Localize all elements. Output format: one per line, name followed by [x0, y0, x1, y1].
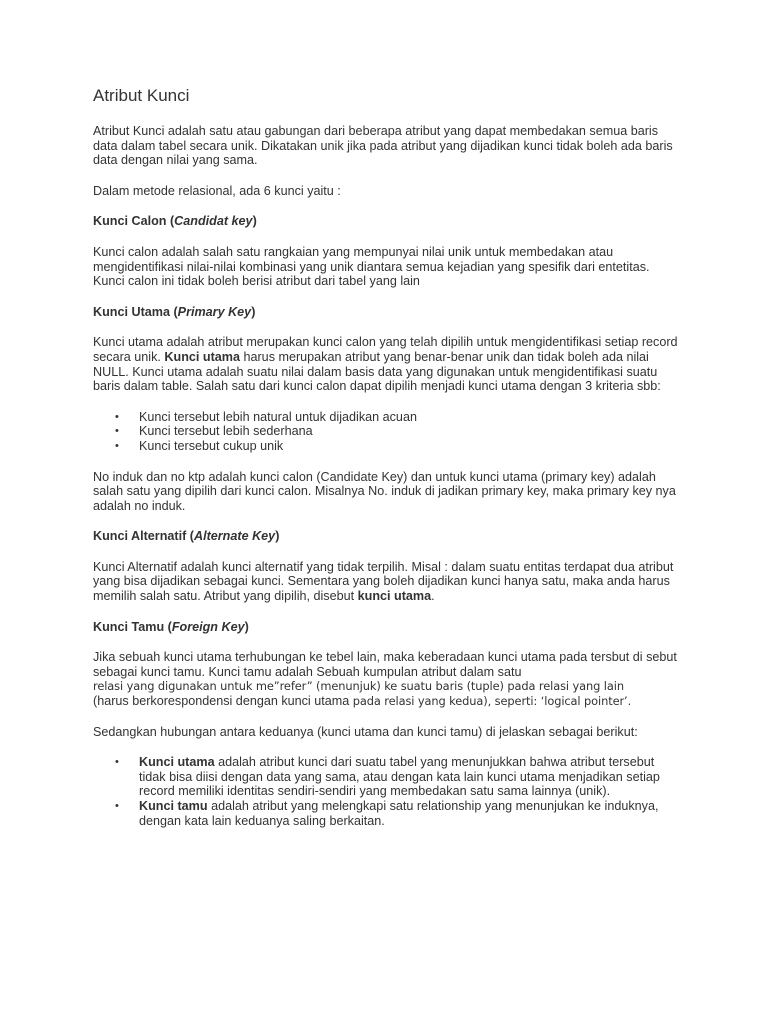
intro-paragraph: Atribut Kunci adalah satu atau gabungan dari beberapa atribut yang dapat membedakan semua baris data dalam tabel secara unik. Dikatakan unik jika pada atribut yang dijadikan kunci tidak boleh ada baris data dengan nilai yang sama. [93, 124, 673, 168]
bullet-icon: • [115, 410, 119, 423]
text-run: harus merupakan atribut yang benar-benar unik dan tidak boleh ada nilai NULL. Kunci utama adalah suatu nilai dalam basis data yang digunakan untuk mengidentifikasi suatu baris dalam table. Salah satu dari kunci calon dapat dipilih menjadi kunci utama dengan 3 kriteria sbb: [93, 349, 661, 394]
bold-term: Kunci utama [139, 755, 215, 770]
heading-term: Foreign Key [171, 619, 245, 634]
text-run: Kunci Alternatif adalah kunci alternatif yang tidak terpilih. Misal : dalam suatu entitas terdapat dua atribut yang bisa dijadikan sebagai kunci. Sementara yang boleh dijadikan kunci hanya satu, maka anda harus memilih salah satu. Atribut yang dipilih, disebut [93, 559, 674, 604]
paragraph-kunci-calon: Kunci calon adalah salah satu rangkaian yang mempunyai nilai unik untuk membedakan atau mengidentifikasi nilai-nilai kombinasi yang unik diantara semua kejadian yang spesifik dari entetitas. Kunci calon ini tidak boleh berisi atribut dari tabel yang lain [93, 244, 650, 289]
criteria-list [93, 410, 678, 454]
heading-term: Alternate Key [193, 529, 276, 544]
paragraph-kunci-utama [93, 335, 678, 393]
bold-term: kunci utama [357, 589, 432, 604]
heading-suffix: ) [252, 214, 257, 229]
list-item-text: adalah atribut kunci dari suatu tabel yang menunjukkan bahwa atribut tersebut tidak bisa diisi dengan data yang sama, atau dengan kata lain kunci utama menjadikan setiap record memiliki identitas sendiri-sendiri yang membedakan satu sama lainnya (unik). [139, 755, 660, 799]
list-item [93, 424, 678, 439]
heading-term: Candidat key [174, 214, 253, 229]
text-run-relasi: pada relasi yang kedua), seperti: ‘logical pointer’. [352, 694, 632, 709]
bullet-icon: • [115, 756, 119, 769]
heading-prefix: Kunci Utama ( [93, 304, 178, 319]
heading-prefix: Kunci Tamu ( [93, 619, 172, 634]
text-run: . [431, 589, 435, 604]
bold-term: Kunci utama [164, 349, 240, 364]
text-run: Jika sebuah kunci utama terhubungan ke tebel lain, maka keberadaan kunci utama pada tersbut di sebut sebagai kunci tamu. Kunci tamu adalah Sebuah kumpulan atribut dalam satu [93, 650, 677, 679]
list-item-text: Kunci tersebut lebih sederhana [139, 424, 313, 439]
page-title: Atribut Kunci [93, 86, 190, 105]
heading-suffix: ) [251, 304, 256, 319]
heading-prefix: Kunci Alternatif ( [93, 529, 194, 544]
bold-term: Kunci tamu [139, 799, 208, 813]
relation-list [93, 755, 678, 828]
list-item-text: adalah atribut yang melengkapi satu relationship yang menunjukan ke induknya, dengan kata lain keduanya saling berkaitan. [139, 799, 659, 828]
heading-kunci-calon [93, 214, 678, 229]
list-item-text: Kunci tersebut lebih natural untuk dijadikan acuan [139, 409, 417, 424]
list-item-text: Kunci tersebut cukup unik [139, 438, 284, 453]
bullet-icon: • [115, 425, 119, 438]
heading-kunci-utama [93, 305, 678, 320]
list-item [93, 410, 678, 425]
key-count-line: Dalam metode relasional, ada 6 kunci yaitu : [93, 183, 341, 198]
heading-kunci-alternatif [93, 529, 678, 544]
list-item [93, 799, 678, 828]
paragraph-kunci-tamu [93, 650, 678, 708]
paragraph-kunci-alternatif [93, 560, 678, 604]
paragraph-primary-key-example: No induk dan no ktp adalah kunci calon (Candidate Key) dan untuk kunci utama (primary key) adalah salah satu yang dipilih dari kunci calon. Misalnya No. induk di jadikan primary key, maka primary key nya adalah no induk. [93, 469, 676, 513]
bullet-icon: • [115, 800, 119, 812]
list-item [93, 755, 678, 799]
heading-prefix: Kunci Calon ( [93, 214, 175, 229]
document-body [93, 85, 678, 844]
paragraph-relation-intro: Sedangkan hubungan antara keduanya (kunci utama dan kunci tamu) di jelaskan sebagai berikut: [93, 724, 638, 739]
text-run-relasi: relasi yang digunakan untuk me”refer” (menunjuk) ke suatu baris (tuple) pada relasi yang lain [93, 679, 624, 694]
heading-suffix: ) [275, 529, 280, 544]
heading-suffix: ) [244, 619, 249, 634]
text-run: Kunci utama adalah atribut merupakan kunci calon yang telah dipilih untuk mengidentifikasi setiap record secara unik. [93, 335, 678, 364]
heading-term: Primary Key [177, 304, 252, 319]
text-run: (harus berkorespondensi dengan kunci utama [93, 694, 353, 709]
bullet-icon: • [115, 439, 119, 452]
list-item [93, 439, 678, 454]
heading-kunci-tamu [93, 620, 678, 635]
